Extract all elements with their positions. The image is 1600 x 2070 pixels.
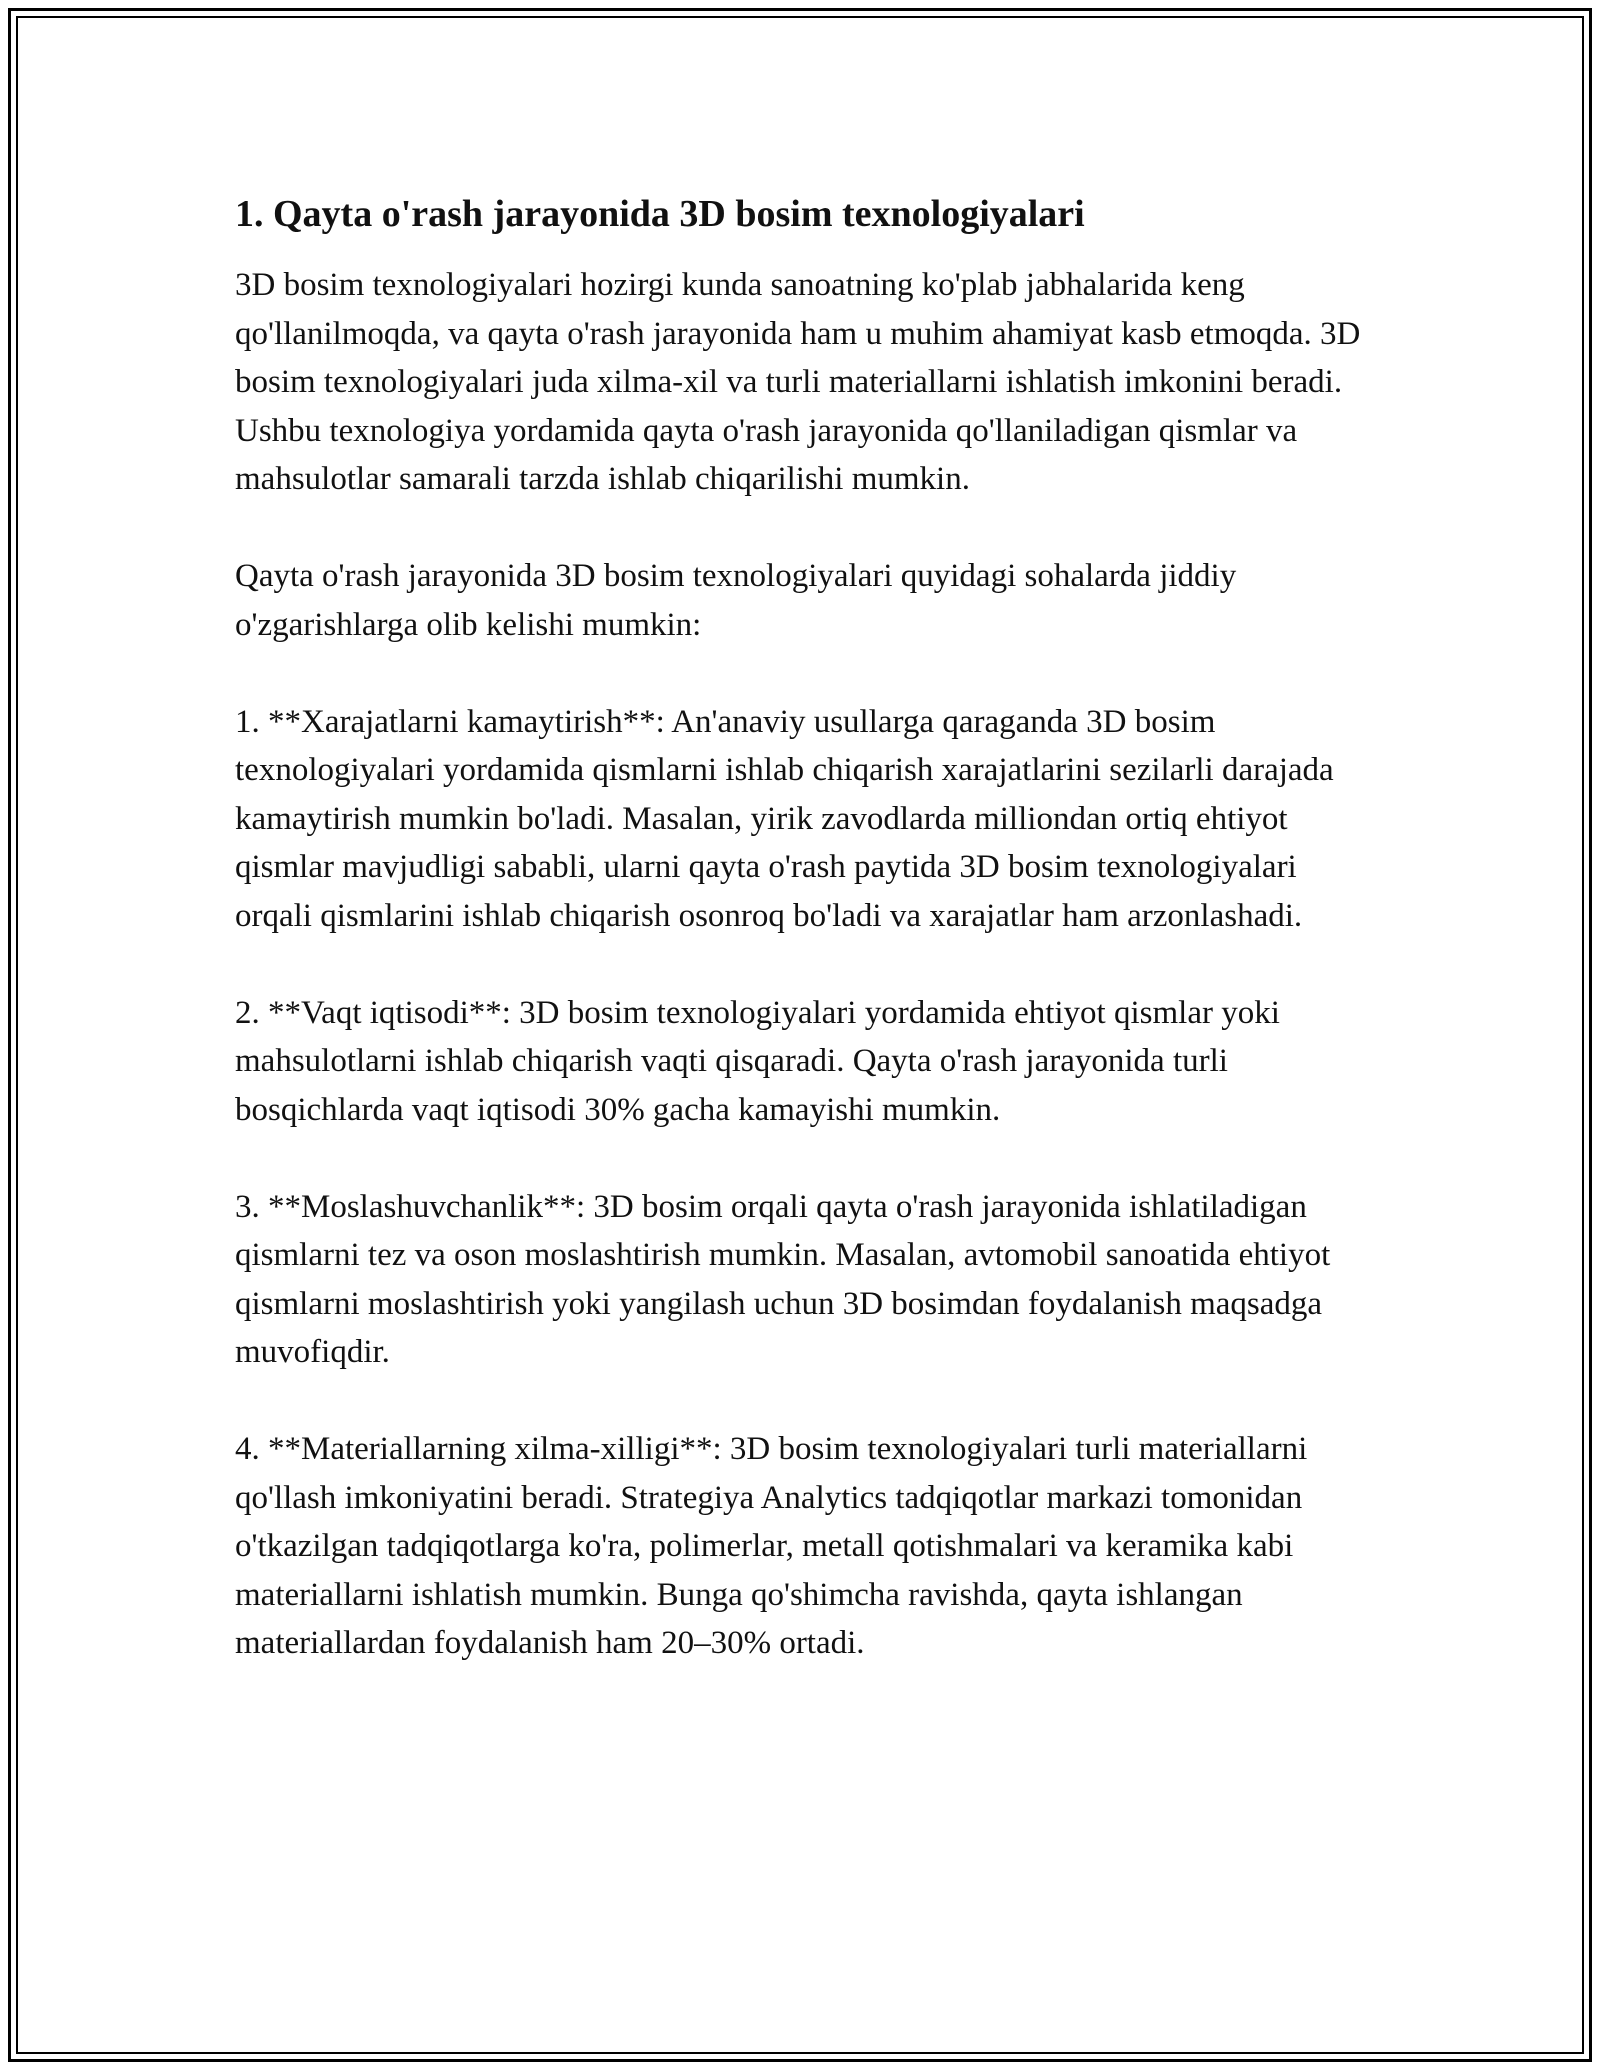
document-body bbox=[235, 187, 1365, 1716]
lead-in-paragraph: Qayta o'rash jarayonida 3D bosim texnologiyalari quyidagi sohalarda jiddiy o'zgarishlarga olib kelishi mumkin: bbox=[235, 558, 1237, 643]
intro-paragraph: 3D bosim texnologiyalari hozirgi kunda sanoatning ko'plab jabhalarida keng qo'llanilmoqda, va qayta o'rash jarayonida ham u muhim ahamiyat kasb etmoqda. 3D bosim texnologiyalari juda xilma-xil va turli materiallarni ishlatish imkonini beradi. Ushbu texnologiya yordamida qayta o'rash jarayonida qo'llaniladigan qismlar va mahsulotlar samarali tarzda ishlab chiqarilishi mumkin. bbox=[235, 267, 1361, 497]
list-item-flexibility: 3. **Moslashuvchanlik**: 3D bosim orqali qayta o'rash jarayonida ishlatiladigan qismlarni tez va oson moslashtirish mumkin. Masalan, avtomobil sanoatida ehtiyot qismlarni moslashtirish yoki yangilash uchun 3D bosimdan foydalanish maqsadga muvofiqdir. bbox=[235, 1188, 1331, 1370]
document-title: 1. Qayta o'rash jarayonida 3D bosim texnologiyalari bbox=[235, 193, 1085, 235]
list-item-time-saving: 2. **Vaqt iqtisodi**: 3D bosim texnologiyalari yordamida ehtiyot qismlar yoki mahsulotlarni ishlab chiqarish vaqti qisqaradi. Qayta o'rash jarayonida turli bosqichlarda vaqt iqtisodi 30% gacha kamayishi mumkin. bbox=[235, 994, 1280, 1128]
list-item-material-diversity: 4. **Materiallarning xilma-xilligi**: 3D bosim texnologiyalari turli materiallarni qo'llash imkoniyatini beradi. Strategiya Analytics tadqiqotlar markazi tomonidan o'tkazilgan tadqiqotlarga ko'ra, polimerlar, metall qotishmalari va keramika kabi materiallarni ishlatish mumkin. Bunga qo'shimcha ravishda, qayta ishlangan materiallardan foydalanish ham 20–30% ortadi. bbox=[235, 1431, 1308, 1661]
list-item-cost-reduction: 1. **Xarajatlarni kamaytirish**: An'anaviy usullarga qaraganda 3D bosim texnologiyalari yordamida qismlarni ishlab chiqarish xarajatlarini sezilarli darajada kamaytirish mumkin bo'ladi. Masalan, yirik zavodlarda milliondan ortiq ehtiyot qismlar mavjudligi sababli, ularni qayta o'rash paytida 3D bosim texnologiyalari orqali qismlarini ishlab chiqarish osonroq bo'ladi va xarajatlar ham arzonlashadi. bbox=[235, 703, 1334, 934]
